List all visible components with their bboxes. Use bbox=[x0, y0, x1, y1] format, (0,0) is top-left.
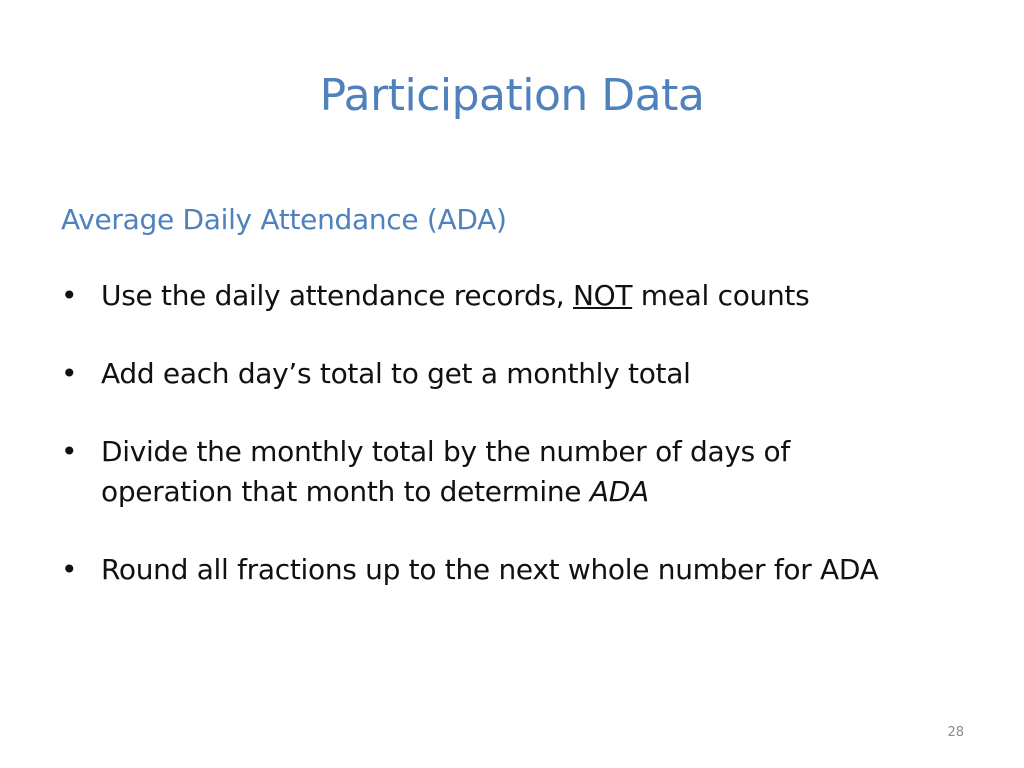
bullet-text: Add each day’s total to get a monthly total bbox=[101, 357, 691, 390]
bullet-text: meal counts bbox=[632, 279, 810, 312]
bullet-text: Round all fractions up to the next whole number for ADA bbox=[101, 553, 879, 586]
bullet-item bbox=[61, 354, 981, 394]
bullet-emphasis: ADA bbox=[589, 475, 649, 508]
bullet-icon: • bbox=[61, 279, 78, 312]
bullet-list bbox=[61, 276, 981, 590]
bullet-emphasis: NOT bbox=[572, 279, 633, 312]
slide-number: 28 bbox=[947, 725, 964, 740]
bullet-item bbox=[61, 550, 981, 590]
bullet-icon: • bbox=[61, 553, 78, 586]
slide-subtitle: Average Daily Attendance (ADA) bbox=[61, 203, 507, 236]
bullet-icon: • bbox=[61, 357, 78, 390]
bullet-item bbox=[61, 432, 981, 512]
bullet-text: Use the daily attendance records, bbox=[101, 279, 573, 312]
bullet-item bbox=[61, 276, 981, 316]
bullet-text: operation that month to determine bbox=[101, 475, 590, 508]
slide-title: Participation Data bbox=[319, 70, 705, 121]
bullet-icon: • bbox=[61, 435, 78, 468]
bullet-text: Divide the monthly total by the number of days of bbox=[101, 435, 790, 468]
